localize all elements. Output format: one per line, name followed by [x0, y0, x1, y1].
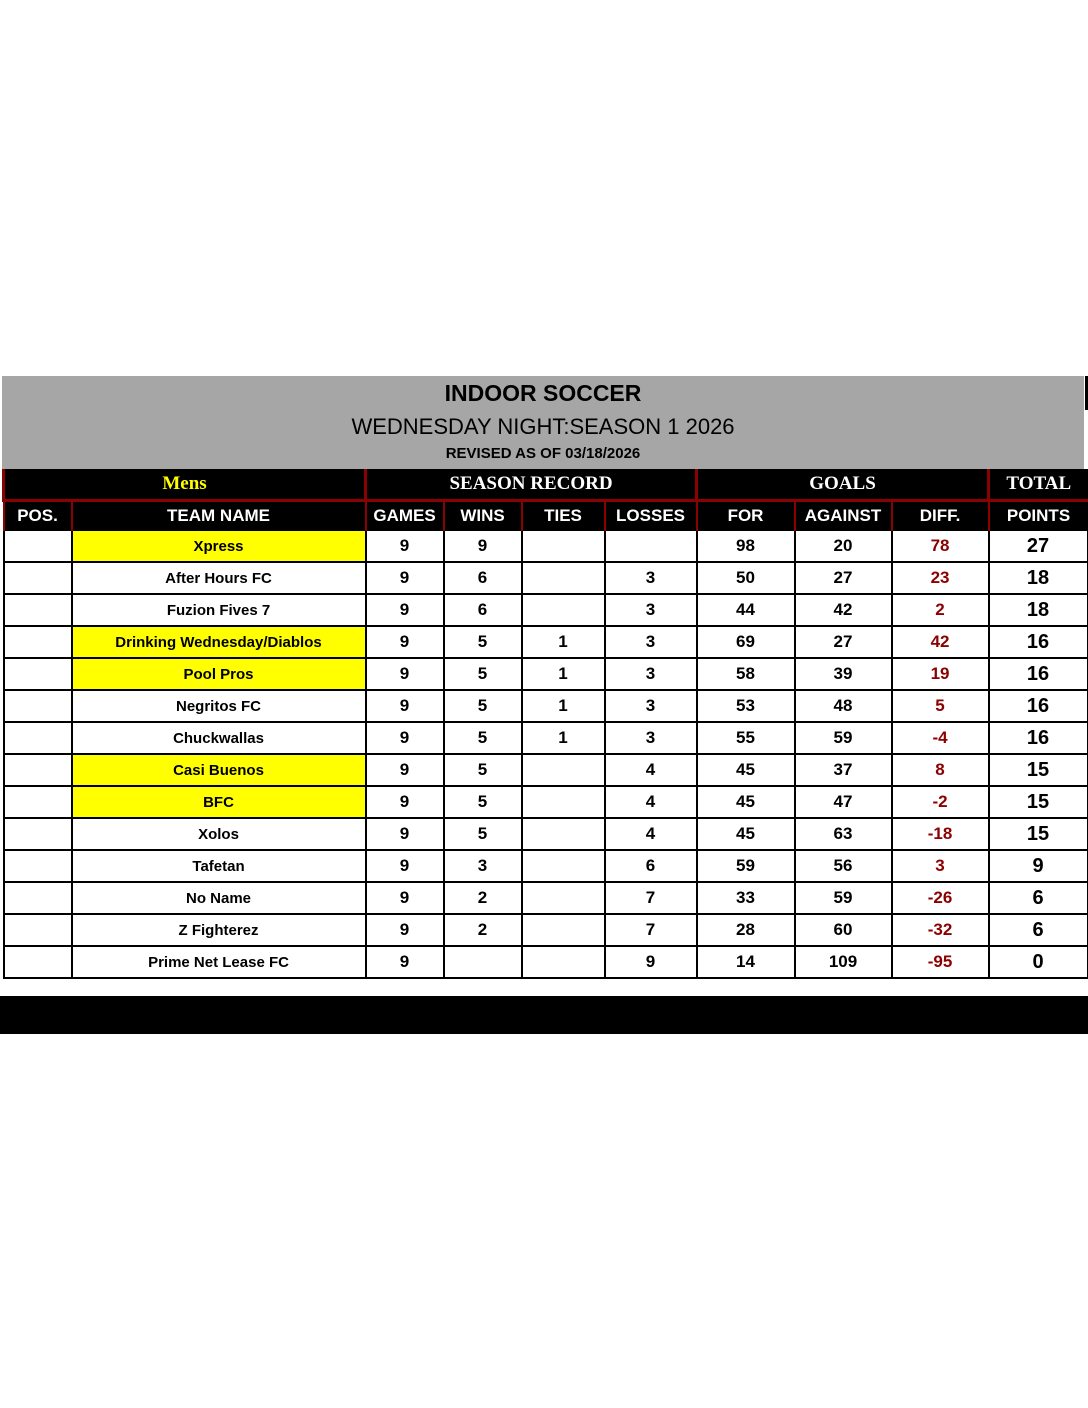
points-cell: 18 [989, 594, 1088, 626]
league-subtitle: WEDNESDAY NIGHT:SEASON 1 2026 [351, 414, 735, 439]
points-cell: 9 [989, 850, 1088, 882]
games-cell: 9 [366, 754, 444, 786]
wins-cell: 5 [444, 754, 522, 786]
goals-against-cell: 59 [795, 882, 892, 914]
goals-for-cell: 69 [697, 626, 795, 658]
goal-diff-cell: -26 [892, 882, 989, 914]
goal-diff-cell: 19 [892, 658, 989, 690]
losses-cell: 9 [605, 946, 697, 978]
group-header-row [4, 469, 1088, 501]
pos-cell [4, 626, 72, 658]
team-name-cell: Casi Buenos [72, 754, 366, 786]
team-name-cell: After Hours FC [72, 562, 366, 594]
goals-for-cell: 45 [697, 786, 795, 818]
games-cell: 9 [366, 914, 444, 946]
points-cell: 16 [989, 658, 1088, 690]
wins-cell: 3 [444, 850, 522, 882]
col-wins: WINS [444, 501, 522, 531]
points-cell: 15 [989, 818, 1088, 850]
goals-group: GOALS [697, 469, 989, 501]
goals-for-cell: 98 [697, 530, 795, 562]
goals-for-cell: 28 [697, 914, 795, 946]
table-row [4, 690, 1088, 722]
games-cell: 9 [366, 946, 444, 978]
ties-cell: 1 [522, 626, 605, 658]
goal-diff-cell: 78 [892, 530, 989, 562]
games-cell: 9 [366, 690, 444, 722]
ties-cell: 1 [522, 690, 605, 722]
goals-against-cell: 27 [795, 626, 892, 658]
wins-cell: 5 [444, 626, 522, 658]
pos-cell [4, 562, 72, 594]
standings-table [2, 469, 1088, 979]
col-losses: LOSSES [605, 501, 697, 531]
goal-diff-cell: -2 [892, 786, 989, 818]
goals-for-cell: 44 [697, 594, 795, 626]
losses-cell: 4 [605, 786, 697, 818]
goals-for-cell: 33 [697, 882, 795, 914]
table-row [4, 786, 1088, 818]
games-cell: 9 [366, 658, 444, 690]
season-record-group: SEASON RECORD [366, 469, 697, 501]
goals-for-cell: 53 [697, 690, 795, 722]
team-name-cell: Xolos [72, 818, 366, 850]
standings-body [4, 530, 1088, 978]
losses-cell [605, 530, 697, 562]
games-cell: 9 [366, 786, 444, 818]
ties-cell [522, 914, 605, 946]
goals-for-cell: 50 [697, 562, 795, 594]
losses-cell: 3 [605, 722, 697, 754]
ties-cell: 1 [522, 658, 605, 690]
team-name-cell: Tafetan [72, 850, 366, 882]
page-title: INDOOR SOCCER [444, 380, 642, 406]
points-cell: 16 [989, 722, 1088, 754]
team-name-cell: Xpress [72, 530, 366, 562]
games-cell: 9 [366, 882, 444, 914]
pos-cell [4, 914, 72, 946]
wins-cell [444, 946, 522, 978]
wins-cell: 5 [444, 722, 522, 754]
goal-diff-cell: -18 [892, 818, 989, 850]
col-ties: TIES [522, 501, 605, 531]
points-cell: 15 [989, 754, 1088, 786]
points-cell: 15 [989, 786, 1088, 818]
goals-against-cell: 47 [795, 786, 892, 818]
table-row [4, 562, 1088, 594]
losses-cell: 4 [605, 754, 697, 786]
table-row [4, 658, 1088, 690]
table-row [4, 722, 1088, 754]
ties-cell [522, 562, 605, 594]
table-row [4, 946, 1088, 978]
title-band [2, 376, 1084, 469]
pos-cell [4, 882, 72, 914]
losses-cell: 7 [605, 914, 697, 946]
col-pos: POS. [4, 501, 72, 531]
losses-cell: 3 [605, 690, 697, 722]
pos-cell [4, 594, 72, 626]
team-name-cell: Negritos FC [72, 690, 366, 722]
goals-for-cell: 59 [697, 850, 795, 882]
team-name-cell: No Name [72, 882, 366, 914]
goals-for-cell: 58 [697, 658, 795, 690]
goals-against-cell: 39 [795, 658, 892, 690]
losses-cell: 3 [605, 594, 697, 626]
col-points: POINTS [989, 501, 1088, 531]
goals-for-cell: 45 [697, 754, 795, 786]
ties-cell [522, 754, 605, 786]
losses-cell: 4 [605, 818, 697, 850]
table-row [4, 530, 1088, 562]
games-cell: 9 [366, 530, 444, 562]
pos-cell [4, 530, 72, 562]
goal-diff-cell: -4 [892, 722, 989, 754]
goals-against-cell: 60 [795, 914, 892, 946]
pos-cell [4, 946, 72, 978]
team-name-cell: Chuckwallas [72, 722, 366, 754]
goals-against-cell: 59 [795, 722, 892, 754]
games-cell: 9 [366, 594, 444, 626]
losses-cell: 3 [605, 626, 697, 658]
team-name-cell: Drinking Wednesday/Diablos [72, 626, 366, 658]
ties-cell [522, 946, 605, 978]
losses-cell: 6 [605, 850, 697, 882]
team-name-cell: Z Fighterez [72, 914, 366, 946]
team-name-cell: Fuzion Fives 7 [72, 594, 366, 626]
table-row [4, 818, 1088, 850]
wins-cell: 9 [444, 530, 522, 562]
points-cell: 18 [989, 562, 1088, 594]
wins-cell: 2 [444, 914, 522, 946]
goals-against-cell: 27 [795, 562, 892, 594]
pos-cell [4, 690, 72, 722]
points-cell: 6 [989, 882, 1088, 914]
division-label: Mens [4, 469, 366, 501]
ties-cell [522, 530, 605, 562]
col-against: AGAINST [795, 501, 892, 531]
pos-cell [4, 658, 72, 690]
goals-against-cell: 20 [795, 530, 892, 562]
table-row [4, 754, 1088, 786]
col-games: GAMES [366, 501, 444, 531]
points-cell: 6 [989, 914, 1088, 946]
goals-for-cell: 45 [697, 818, 795, 850]
total-group: TOTAL [989, 469, 1088, 501]
wins-cell: 5 [444, 690, 522, 722]
pos-cell [4, 786, 72, 818]
goal-diff-cell: 23 [892, 562, 989, 594]
points-cell: 0 [989, 946, 1088, 978]
table-row [4, 626, 1088, 658]
wins-cell: 5 [444, 818, 522, 850]
wins-cell: 5 [444, 786, 522, 818]
goal-diff-cell: 8 [892, 754, 989, 786]
goals-against-cell: 37 [795, 754, 892, 786]
ties-cell [522, 786, 605, 818]
goal-diff-cell: 5 [892, 690, 989, 722]
col-team-name: TEAM NAME [72, 501, 366, 531]
goals-against-cell: 56 [795, 850, 892, 882]
games-cell: 9 [366, 818, 444, 850]
goal-diff-cell: 2 [892, 594, 989, 626]
games-cell: 9 [366, 850, 444, 882]
ties-cell: 1 [522, 722, 605, 754]
goals-for-cell: 14 [697, 946, 795, 978]
pos-cell [4, 754, 72, 786]
table-row [4, 850, 1088, 882]
pos-cell [4, 818, 72, 850]
wins-cell: 2 [444, 882, 522, 914]
wins-cell: 6 [444, 562, 522, 594]
wins-cell: 5 [444, 658, 522, 690]
goals-against-cell: 63 [795, 818, 892, 850]
games-cell: 9 [366, 722, 444, 754]
points-cell: 16 [989, 690, 1088, 722]
ties-cell [522, 594, 605, 626]
losses-cell: 7 [605, 882, 697, 914]
goals-against-cell: 109 [795, 946, 892, 978]
goal-diff-cell: -32 [892, 914, 989, 946]
pos-cell [4, 850, 72, 882]
points-cell: 27 [989, 530, 1088, 562]
goal-diff-cell: 42 [892, 626, 989, 658]
footer-bar [0, 996, 1088, 1034]
goal-diff-cell: -95 [892, 946, 989, 978]
col-for: FOR [697, 501, 795, 531]
table-row [4, 594, 1088, 626]
revised-date: REVISED AS OF 03/18/2026 [445, 445, 641, 462]
wins-cell: 6 [444, 594, 522, 626]
points-cell: 16 [989, 626, 1088, 658]
goals-against-cell: 48 [795, 690, 892, 722]
games-cell: 9 [366, 562, 444, 594]
goals-against-cell: 42 [795, 594, 892, 626]
goal-diff-cell: 3 [892, 850, 989, 882]
games-cell: 9 [366, 626, 444, 658]
team-name-cell: Pool Pros [72, 658, 366, 690]
table-row [4, 882, 1088, 914]
ties-cell [522, 882, 605, 914]
losses-cell: 3 [605, 562, 697, 594]
team-name-cell: BFC [72, 786, 366, 818]
goals-for-cell: 55 [697, 722, 795, 754]
pos-cell [4, 722, 72, 754]
losses-cell: 3 [605, 658, 697, 690]
col-diff: DIFF. [892, 501, 989, 531]
ties-cell [522, 818, 605, 850]
ties-cell [522, 850, 605, 882]
column-header-row [4, 501, 1088, 531]
team-name-cell: Prime Net Lease FC [72, 946, 366, 978]
table-row [4, 914, 1088, 946]
